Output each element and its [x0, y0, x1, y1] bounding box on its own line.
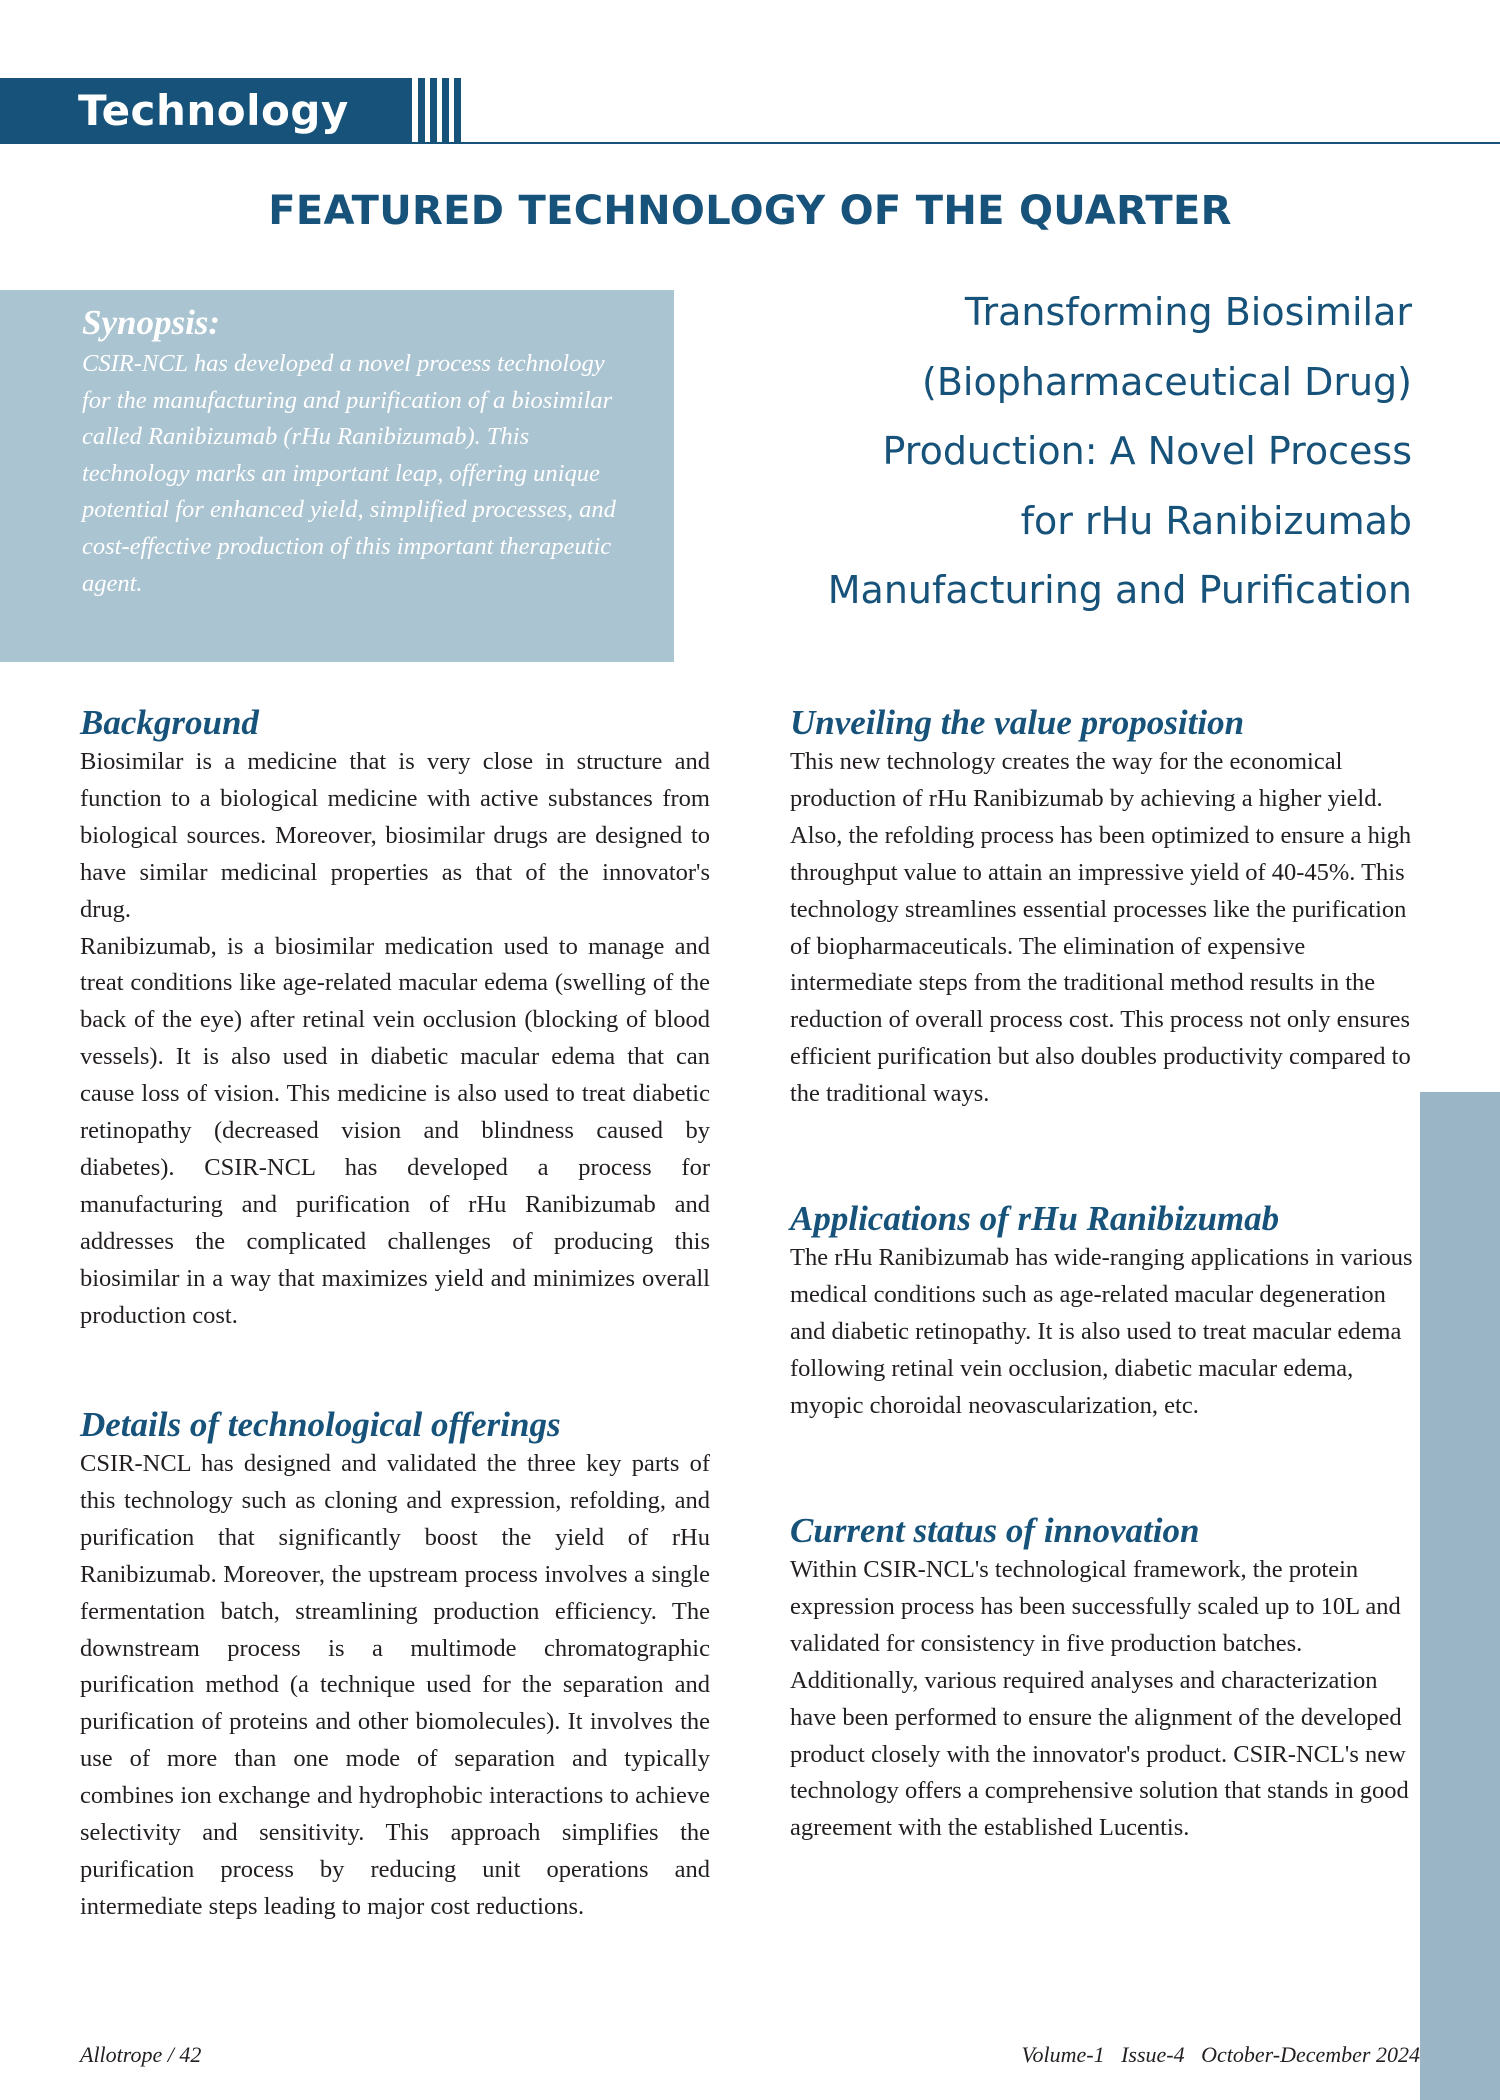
details-heading: Details of technological offerings — [80, 1405, 561, 1444]
article-title-line: for rHu Ranibizumab — [1020, 498, 1412, 543]
article-title-line: (Biopharmaceutical Drug) — [922, 359, 1412, 404]
background-heading: Background — [80, 703, 259, 742]
value-section — [790, 702, 1415, 1113]
synopsis-heading: Synopsis: — [82, 303, 221, 342]
synopsis-box — [0, 290, 674, 662]
section-title: Technology — [78, 86, 349, 135]
applications-paragraph: The rHu Ranibizumab has wide-ranging applications in various medical conditions such as age-related macular degeneration and diabetic retinopathy. It is also used to treat macular edema following retinal vein occlusion, diabetic macular edema, myopic choroidal neovascularization, etc. — [790, 1244, 1413, 1419]
article-title — [692, 278, 1412, 626]
header-stripe — [442, 78, 449, 142]
header-rule — [0, 142, 1500, 144]
header-stripe — [418, 78, 425, 142]
details-paragraph: CSIR-NCL has designed and validated the three key parts of this technology such as cloning and expression, refolding, and purification that significantly boost the yield of rHu Ranibizumab. Moreover, the upstream process involves a single fermentation batch, streamlining production efficiency. The downstream process is a multimode chromatographic purification method (a technique used for the separation and purification of proteins and other biomolecules). It involves the use of more than one mode of separation and typically combines ion exchange and hydrophobic interactions to achieve selectivity and sensitivity. This approach simplifies the purification process by reducing unit operations and intermediate steps leading to major cost reductions. — [80, 1450, 710, 1920]
side-decor-strip — [1420, 1092, 1500, 2100]
applications-heading: Applications of rHu Ranibizumab — [790, 1199, 1280, 1238]
footer-issue-label: Volume-1 Issue-4 October-December 2024 — [1021, 2042, 1420, 2067]
footer-page-label: Allotrope / 42 — [80, 2042, 202, 2067]
applications-section — [790, 1198, 1415, 1425]
details-section — [80, 1404, 710, 1926]
article-title-line: Manufacturing and Purification — [827, 568, 1412, 612]
status-section — [790, 1510, 1415, 1847]
featured-heading: FEATURED TECHNOLOGY OF THE QUARTER — [268, 188, 1232, 234]
header-stripe — [430, 78, 437, 142]
synopsis-text: CSIR-NCL has developed a novel process technology for the manufacturing and purification of a biosimilar called Ranibizumab (rHu Ranibizumab). This technology marks an important leap, offering unique potential for enhanced yield, simplified processes, and cost-effective production of this important therapeutic agent. — [82, 350, 616, 597]
value-paragraph: This new technology creates the way for the economical production of rHu Ranibizumab by achieving a higher yield. Also, the refolding process has been optimized to ensure a high throughput value to attain an impressive yield of 40-45%. This technology streamlines essential processes like the purification of biopharmaceuticals. The elimination of expensive intermediate steps from the traditional method results in the reduction of overall process cost. This process not only ensures efficient purification but also doubles productivity compared to the traditional ways. — [790, 748, 1412, 1108]
background-paragraph-1: Biosimilar is a medicine that is very close in structure and function to a biological medicine with active substances from biological sources. Moreover, biosimilar drugs are designed to have similar medicinal properties as that of the innovator's drug. — [80, 748, 710, 923]
background-section — [80, 702, 710, 1335]
article-title-line: Production: A Novel Process — [882, 429, 1412, 473]
status-heading: Current status of innovation — [790, 1511, 1200, 1550]
value-heading: Unveiling the value proposition — [790, 703, 1245, 742]
article-title-line: Transforming Biosimilar — [964, 290, 1412, 334]
background-paragraph-2: Ranibizumab, is a biosimilar medication used to manage and treat conditions like age-related macular edema (swelling of the back of the eye) after retinal vein occlusion (blocking of blood vessels). It is also used in diabetic macular edema that can cause loss of vision. This medicine is also used to treat diabetic retinopathy (decreased vision and blindness caused by diabetes). CSIR-NCL has developed a process for manufacturing and purification of rHu Ranibizumab and addresses the complicated challenges of producing this biosimilar in a way that maximizes yield and minimizes overall production cost. — [80, 932, 710, 1329]
header-stripe — [454, 78, 461, 142]
status-paragraph: Within CSIR-NCL's technological framework, the protein expression process has been successfully scaled up to 10L and validated for consistency in five production batches. Additionally, various required analyses and characterization have been performed to ensure the alignment of the developed product closely with the innovator's product. CSIR-NCL's new technology offers a comprehensive solution that stands in good agreement with the established Lucentis. — [790, 1556, 1409, 1842]
